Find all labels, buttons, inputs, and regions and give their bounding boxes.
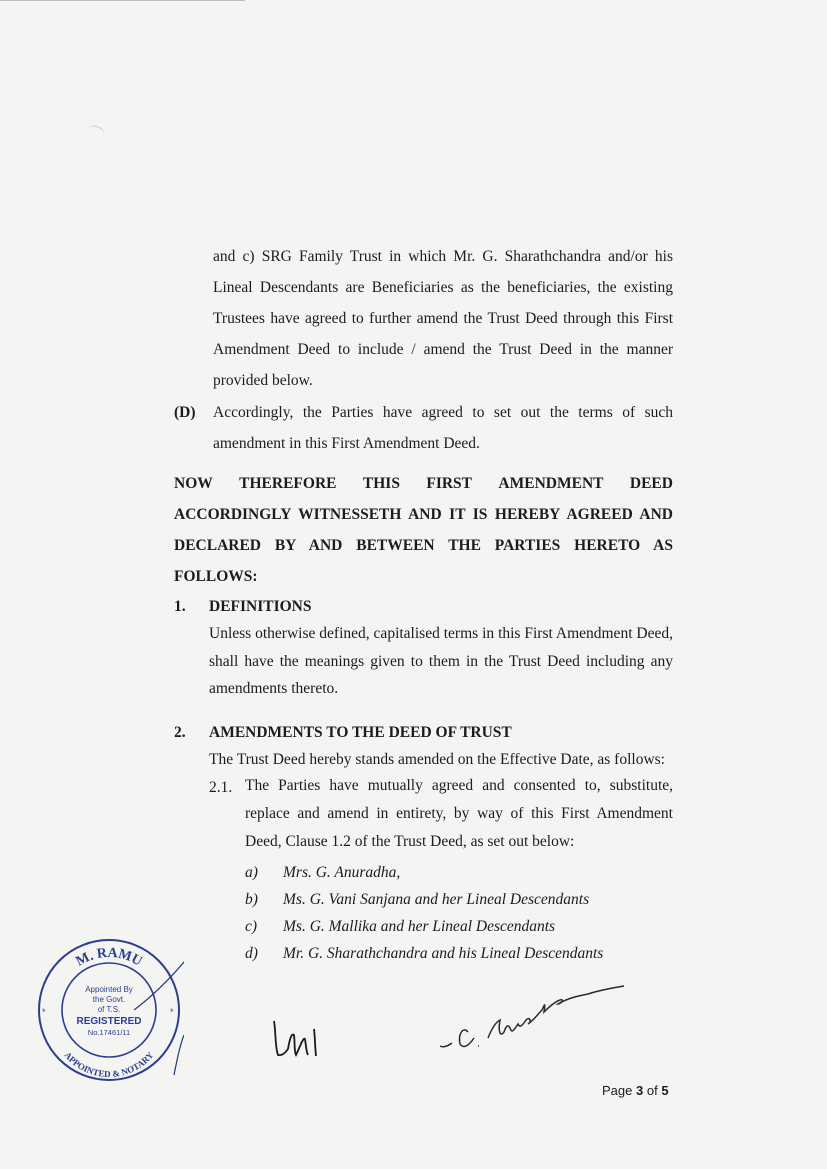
page-number — [602, 1083, 669, 1098]
section-2-number: 2. — [174, 724, 186, 741]
page-of: of — [646, 1083, 658, 1098]
item-text: Mrs. G. Anuradha, — [283, 864, 401, 881]
section-2-heading: AMENDMENTS TO THE DEED OF TRUST — [209, 724, 512, 741]
notary-stamp — [34, 935, 184, 1085]
witness-block — [174, 468, 673, 592]
scan-mark — [87, 124, 106, 139]
page-current: 3 — [636, 1083, 644, 1098]
item-label: d) — [245, 945, 258, 962]
stamp-line-3: of T.S. — [97, 1005, 121, 1014]
witness-line-1 — [174, 468, 673, 499]
item-label: a) — [245, 864, 258, 881]
witness-word: AMENDMENT — [498, 475, 604, 492]
witness-line-4: FOLLOWS: — [174, 568, 258, 585]
section-1-number: 1. — [174, 598, 186, 615]
scan-edge-line — [0, 0, 245, 1]
witness-word: NOW — [174, 475, 213, 492]
page-prefix: Page — [602, 1083, 633, 1098]
stamp-star-icon: * — [170, 1007, 174, 1017]
stamp-line-1: Appointed By — [85, 985, 133, 994]
section-1-heading: DEFINITIONS — [209, 598, 312, 615]
item-text: Mr. G. Sharathchandra and his Lineal Descendants — [283, 945, 604, 962]
signature-2 — [438, 980, 628, 1060]
stamp-name: M. RAMU — [73, 945, 145, 970]
section-2-intro: The Trust Deed hereby stands amended on the Effective Date, as follows: — [209, 751, 665, 768]
clause-d-text: Accordingly, the Parties have agreed to set out the terms of such amendment in this First Amendment Deed. — [213, 404, 673, 452]
sub-clause-text: The Parties have mutually agreed and consented to, substitute, replace and amend in entirety, by way of this First Amendment Deed, Clause 1.2 of the Trust Deed, as set out below: — [245, 777, 673, 850]
sub-clause-number: 2.1. — [209, 779, 233, 796]
witness-line-3: DECLARED BY AND BETWEEN THE PARTIES HERETO AS — [174, 537, 673, 554]
clause-c-text: and c) SRG Family Trust in which Mr. G. Sharathchandra and/or his Lineal Descendants are Beneficiaries as the beneficiaries, the existing Trustees have agreed to further amend the Trust Deed through this First Amendment Deed to include / amend the Trust Deed in the manner provided below. — [213, 248, 673, 389]
witness-line-2: ACCORDINGLY WITNESSETH AND IT IS HEREBY AGREED AND — [174, 506, 673, 523]
witness-word: FIRST — [426, 475, 473, 492]
item-label: c) — [245, 918, 258, 935]
witness-word: THEREFORE — [239, 475, 337, 492]
section-1-text: Unless otherwise defined, capitalised terms in this First Amendment Deed, shall have the meanings given to them in the Trust Deed including any amendments thereto. — [209, 625, 673, 697]
stamp-star-icon: * — [42, 1007, 46, 1017]
item-text: Ms. G. Mallika and her Lineal Descendants — [283, 918, 556, 935]
signature-1 — [270, 1015, 330, 1061]
stamp-scribble — [134, 950, 184, 1075]
witness-word: DEED — [629, 475, 673, 492]
stamp-line-4: REGISTERED — [76, 1016, 142, 1027]
page-total: 5 — [661, 1083, 669, 1098]
stamp-line-2: the Govt. — [92, 995, 126, 1004]
stamp-bottom-text: APPOINTED & NOTARY — [62, 1049, 156, 1080]
witness-word: THIS — [362, 475, 400, 492]
item-label: b) — [245, 891, 258, 908]
clause-d-label: (D) — [174, 404, 196, 421]
stamp-line-5: No.17461/11 — [87, 1028, 131, 1037]
item-text: Ms. G. Vani Sanjana and her Lineal Descendants — [283, 891, 590, 908]
